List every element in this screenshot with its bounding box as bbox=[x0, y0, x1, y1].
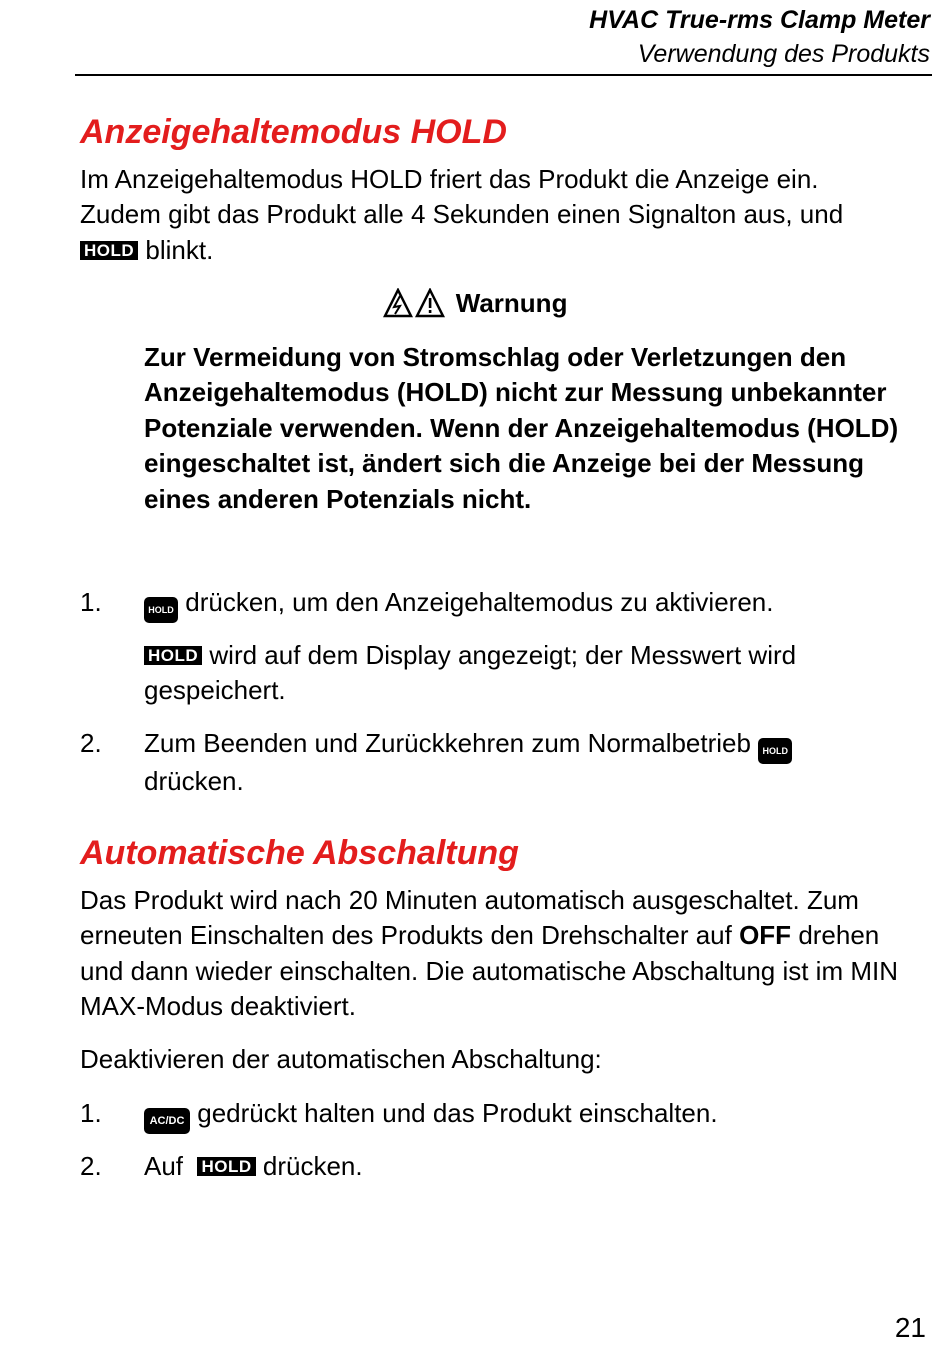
page-number: 21 bbox=[894, 1312, 926, 1343]
section-heading-hold: Anzeigehaltemodus HOLD bbox=[80, 113, 507, 151]
step-number: 2. bbox=[80, 728, 102, 758]
warning-title bbox=[0, 286, 950, 327]
hold-display-badge: HOLD bbox=[144, 646, 202, 665]
auto-off-step-2 bbox=[144, 1149, 904, 1184]
step-text-before: Auf bbox=[144, 1151, 184, 1181]
hold-display-badge: HOLD bbox=[197, 1157, 255, 1176]
header-rule bbox=[75, 74, 932, 76]
step-text: drücken, um den Anzeigehaltemodus zu aktivieren. bbox=[185, 587, 774, 617]
hold-key-icon: HOLD bbox=[758, 738, 792, 764]
hold-step-2 bbox=[144, 726, 904, 799]
step-text-after: drücken. bbox=[144, 766, 244, 796]
intro-line-3: blinkt. bbox=[145, 234, 214, 265]
disable-auto-off-intro: Deaktivieren der automatischen Abschaltung: bbox=[80, 1044, 602, 1074]
running-header-title: HVAC True-rms Clamp Meter bbox=[589, 6, 930, 34]
running-header-subtitle: Verwendung des Produkts bbox=[637, 40, 930, 68]
warning-title-text: Warnung bbox=[455, 288, 568, 318]
step-text: Zum Beenden und Zurückkehren zum Normalbetrieb bbox=[144, 728, 751, 758]
hold-display-badge: HOLD bbox=[80, 241, 138, 260]
warning-body: Zur Vermeidung von Stromschlag oder Verletzungen den Anzeigehaltemodus (HOLD) nicht zur Messung unbekannter Potenziale verwenden. Wenn der Anzeigehaltemodus (HOLD) eingeschaltet ist, ändert sich die Anzeige bei der Messung eines anderen Potenzials nicht. bbox=[144, 342, 899, 514]
auto-off-text-after: drehen und dann wieder einschalten. Die automatische Abschaltung ist im MIN MAX-Modus deaktiviert. bbox=[80, 920, 898, 1021]
step-number: 1. bbox=[80, 1098, 102, 1128]
hold-step-result bbox=[144, 638, 904, 709]
intro-line-1: Im Anzeigehaltemodus HOLD friert das Produkt die Anzeige ein. bbox=[80, 164, 819, 194]
section-heading-auto-off: Automatische Abschaltung bbox=[80, 834, 519, 872]
step-text: wird auf dem Display angezeigt; der Messwert wird gespeichert. bbox=[144, 640, 797, 706]
hold-key-icon: HOLD bbox=[144, 597, 178, 623]
step-text: gedrückt halten und das Produkt einschalten. bbox=[197, 1098, 718, 1128]
off-position-label: OFF bbox=[739, 920, 792, 951]
auto-off-paragraph bbox=[80, 883, 925, 1024]
step-text: drücken. bbox=[262, 1151, 363, 1181]
hold-step-1 bbox=[144, 585, 904, 623]
step-number: 2. bbox=[80, 1151, 102, 1181]
warning-triangle-icon bbox=[383, 288, 447, 327]
intro-line-2: Zudem gibt das Produkt alle 4 Sekunden einen Signalton aus, und bbox=[80, 199, 844, 230]
step-number: 1. bbox=[80, 587, 102, 617]
hold-intro-paragraph bbox=[80, 162, 930, 268]
auto-off-text-before: Das Produkt wird nach 20 Minuten automatisch ausgeschaltet. Zum erneuten Einschalten des Produkts den Drehschalter auf bbox=[80, 885, 859, 951]
auto-off-step-1 bbox=[144, 1096, 904, 1134]
acdc-key-icon: AC/DC bbox=[144, 1108, 190, 1134]
